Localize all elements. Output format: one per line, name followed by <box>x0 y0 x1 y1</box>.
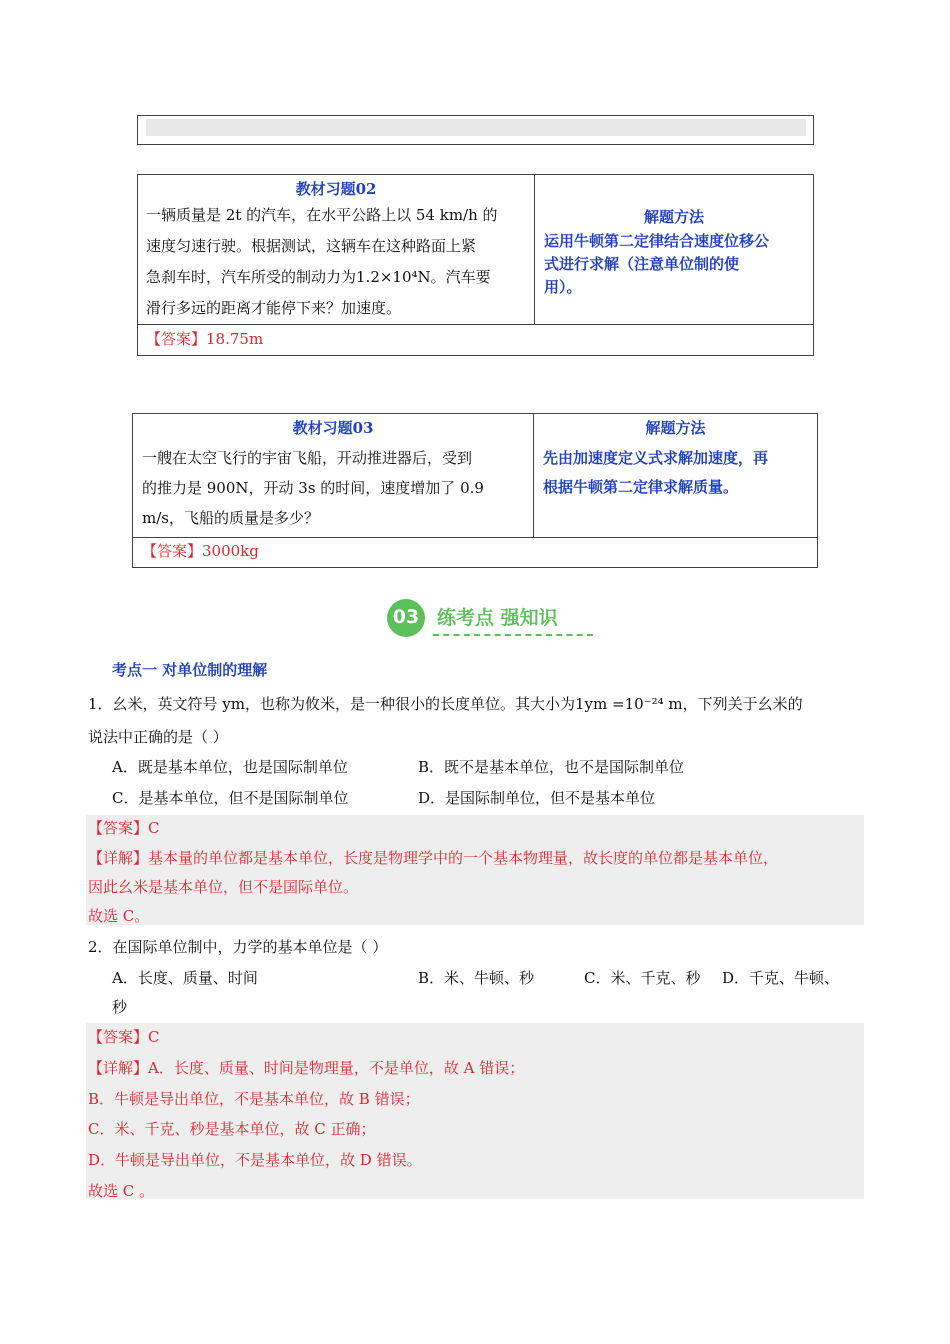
q2-answer: 【答案】C <box>88 1028 160 1046</box>
q2-option-c: C．米、千克、秒 <box>584 969 701 987</box>
q2-detail-line-3: C．米、千克、秒是基本单位，故 C 正确； <box>88 1120 376 1138</box>
exercise-03-method-title: 解题方法 <box>645 419 706 437</box>
q1-detail-line-1: 【详解】基本量的单位都是基本单位，长度是物理学中的一个基本物理量，故长度的单位都是基本单位， <box>88 849 779 867</box>
exercise-03-divider-h <box>133 537 817 538</box>
exercise-02-line-4: 滑行多远的距离才能停下来？加速度。 <box>146 299 402 317</box>
exercise-02-title: 教材习题02 <box>295 180 377 198</box>
q2-option-d-wrap: 秒 <box>112 998 128 1016</box>
section-header <box>385 597 605 641</box>
section-title: 练考点 强知识 <box>437 607 558 629</box>
q2-solution-panel <box>86 1023 864 1199</box>
q2-detail-line-1: 【详解】A．长度、质量、时间是物理量，不是单位，故 A 错误； <box>88 1059 525 1077</box>
exercise-02-line-1: 一辆质量是 2t 的汽车，在水平公路上以 54 km/h 的 <box>146 206 498 224</box>
q1-stem-line-1: 1．幺米，英文符号 ym，也称为攸米，是一种很小的长度单位。其大小为1ym =10⁻²⁴ m，下列关于幺米的 <box>88 695 803 713</box>
section-number-badge <box>387 599 425 637</box>
q1-option-c: C．是基本单位，但不是国际制单位 <box>112 789 349 807</box>
q2-stem: 2．在国际单位制中，力学的基本单位是（ ） <box>88 938 388 956</box>
q1-conclusion: 故选 C。 <box>88 907 150 925</box>
exercise-02-box <box>137 174 814 356</box>
q2-detail-line-2: B．牛顿是导出单位，不是基本单位，故 B 错误； <box>88 1090 420 1108</box>
section-number: 03 <box>392 606 420 628</box>
exercise-02-line-3: 急刹车时，汽车所受的制动力为1.2×10⁴N。汽车要 <box>146 268 491 286</box>
topic-heading: 考点一 对单位制的理解 <box>112 661 268 679</box>
exercise-03-line-2: 的推力是 900N，开动 3s 的时间，速度增加了 0.9 <box>142 479 484 497</box>
exercise-03-box <box>132 413 818 568</box>
q1-stem-line-2: 说法中正确的是（ ） <box>88 728 228 746</box>
exercise-02-method-line-3: 用）。 <box>544 278 582 296</box>
exercise-03-title: 教材习题03 <box>292 419 374 437</box>
exercise-02-answer: 【答案】18.75m <box>146 330 264 348</box>
top-box <box>137 115 814 145</box>
exercise-03-method-line-2: 根据牛顿第二定律求解质量。 <box>543 478 739 496</box>
exercise-02-method-line-2: 式进行求解（注意单位制的使 <box>544 255 740 273</box>
exercise-02-method-title: 解题方法 <box>643 208 704 226</box>
q2-option-a: A．长度、质量、时间 <box>112 969 258 987</box>
top-box-bar <box>146 119 806 136</box>
q2-detail-line-5: 故选 C 。 <box>88 1182 155 1200</box>
exercise-03-line-3: m/s，飞船的质量是多少？ <box>142 509 319 527</box>
exercise-02-line-2: 速度匀速行驶。根据测试，这辆车在这种路面上紧 <box>146 237 477 255</box>
section-underline <box>433 634 593 636</box>
q2-option-b: B．米、牛顿、秒 <box>418 969 535 987</box>
q1-answer: 【答案】C <box>88 819 160 837</box>
exercise-02-divider-v <box>534 175 535 324</box>
q2-option-d: D．千克、牛顿、 <box>722 969 840 987</box>
exercise-03-method-line-1: 先由加速度定义式求解加速度，再 <box>543 449 769 467</box>
q1-detail-line-2: 因此幺米是基本单位，但不是国际单位。 <box>88 878 359 896</box>
q1-option-b: B．既不是基本单位，也不是国际制单位 <box>418 758 685 776</box>
q1-option-a: A．既是基本单位，也是国际制单位 <box>112 758 348 776</box>
q1-option-d: D．是国际制单位，但不是基本单位 <box>418 789 656 807</box>
q2-detail-line-4: D．牛顿是导出单位，不是基本单位，故 D 错误。 <box>88 1151 422 1169</box>
exercise-03-line-1: 一艘在太空飞行的宇宙飞船，开动推进器后，受到 <box>142 449 473 467</box>
exercise-02-divider-h <box>138 324 813 325</box>
exercise-02-method-line-1: 运用牛顿第二定律结合速度位移公 <box>544 232 770 250</box>
exercise-03-answer: 【答案】3000kg <box>142 542 259 560</box>
q1-solution-panel <box>86 815 864 925</box>
